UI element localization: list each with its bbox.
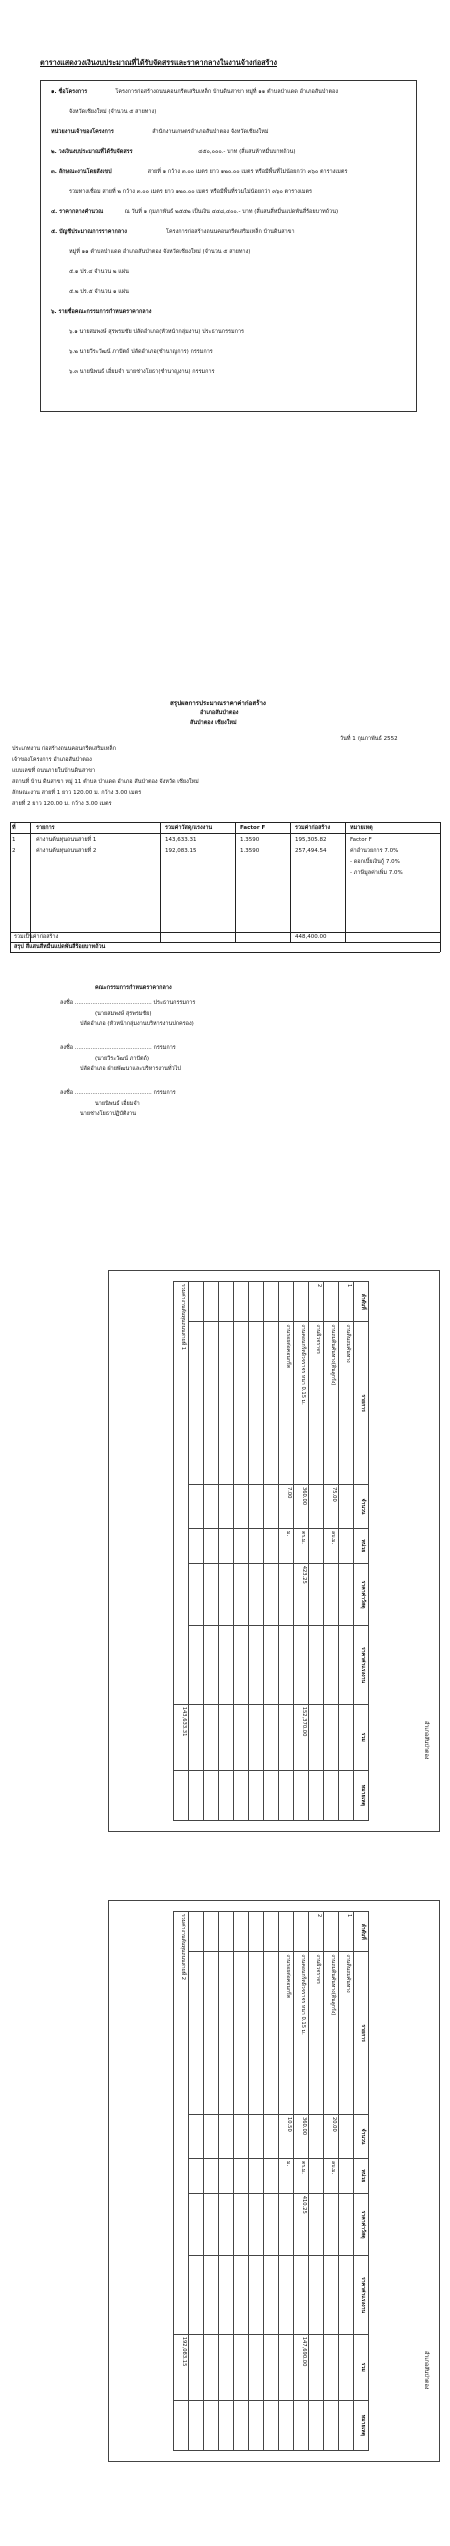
sheet-cell-empty [234,1322,249,1485]
sign-line: ลงชื่อ ............................................ ประธานกรรมการ [60,1000,196,1006]
sheet-cell-empty [234,1770,249,1820]
table-cell: 192,083.15 [165,848,197,854]
sheet-cell-empty [249,1529,264,1564]
sheet-cell [309,1529,324,1564]
sheet-cell-empty [264,2256,279,2334]
sheet-cell [339,1704,354,1770]
sheet-cell [339,2193,354,2256]
table-header: รายการ [36,825,55,831]
sheet-cell-empty [204,1912,219,1952]
sheet-cell: 147,690.00 [294,2334,309,2400]
sheet-col-header: ราคาค่าวัสดุ [354,2193,369,2256]
sheet-cell [309,2256,324,2334]
sheet-col-header: หน่วย [354,2159,369,2194]
sheet-cell [339,1626,354,1704]
page2-subtitle2: สันป่าตอง เชียงใหม่ [190,720,237,726]
sheet-cell [309,2159,324,2194]
sign-line: ลงชื่อ ............................................ กรรมการ [60,1090,176,1096]
sheet-cell: ม. [279,1529,294,1564]
sheet-cell [294,1626,309,1704]
sheet-cell-empty [204,2334,219,2400]
line-label: ๒. วงเงินงบประมาณที่ได้รับจัดสรร [51,149,133,155]
table-note: - ดอกเบี้ยเงินกู้ 7.0% [350,859,400,865]
sheet-cell: 410.25 [294,2193,309,2256]
sheet-cell-empty [234,2159,249,2194]
cost-sheet-1 [108,1270,440,1832]
sheet-total-label: รวมค่างานต้นทุนถนนสายที่ 2 [174,1912,189,2335]
sheet-cell-empty [219,2114,234,2158]
sheet-cell-empty [189,1322,204,1485]
sheet-col-header: รวม [354,2334,369,2400]
sheet-cell: 75.00 [324,1484,339,1528]
sheet-cell-empty [249,1704,264,1770]
sheet-cell-empty [219,1282,234,1322]
sheet-cell-empty [174,1770,189,1820]
sheet-cell-empty [219,1563,234,1626]
sheet-cell-empty [249,2400,264,2450]
sign-line: ลงชื่อ ............................................ กรรมการ [60,1045,176,1051]
sheet-cell-empty [234,1952,249,2115]
line-text: รวมทางเชื่อม สายที่ ๒ กว้าง ๓.๐๐ เมตร ยาว ๑๒๐.๐๐ เมตร หรือมีพื้นที่รวมไม่น้อยกว่า ๓๖๐ ตารางเมตร [69,189,312,195]
sheet-cell [324,2193,339,2256]
sheet-cell-empty [234,1626,249,1704]
sheet-cell-empty [204,2159,219,2194]
table-cell: Factor F [350,837,372,843]
sheet-cell-empty [264,1563,279,1626]
sheet-cell [279,1563,294,1626]
sheet-cell-empty [219,2256,234,2334]
sheet-cell [324,2256,339,2334]
page2-subtitle1: อำเภอสันป่าตอง [200,710,239,716]
sheet-cell [279,2334,294,2400]
sheet-cell-empty [264,2159,279,2194]
sheet-cell-empty [234,2114,249,2158]
sheet-cell-empty [234,2193,249,2256]
sheet-cell-empty [204,1322,219,1485]
sheet-cell-empty [204,1282,219,1322]
member-position: นายช่างโยธาปฏิบัติงาน [80,1111,136,1117]
sheet-col-header: จำนวน [354,1484,369,1528]
sheet-cell [339,1563,354,1626]
sheet-cell [294,1282,309,1322]
table-cell: 1.3590 [240,848,260,854]
line-text: ๔๕๐,๐๐๐.- บาท (สี่แสนห้าหมื่นบาทถ้วน) [198,149,296,155]
sheet-cell-empty [189,1626,204,1704]
sheet-table [173,1281,369,1821]
sheet-cell-empty [219,1912,234,1952]
sheet-cell-empty [189,1704,204,1770]
sheet-cell [309,1626,324,1704]
sheet-cell-empty [234,1912,249,1952]
sheet-cell-empty [264,1484,279,1528]
sheet-cell-empty [189,1952,204,2115]
sheet-total-value: 192,083.15 [174,2334,189,2400]
sheet-cell-empty [264,2114,279,2158]
sheet-cell [309,2400,324,2450]
table-header: หมายเหตุ [350,825,373,831]
sheet-cell [279,1626,294,1704]
sheet-cell-empty [264,1704,279,1770]
line-text: ณ วันที่ ๑ กุมภาพันธ์ ๒๕๕๒ เป็นเงิน ๔๔๘,๔๐๐.- บาท (สี่แสนสี่หมื่นแปดพันสี่ร้อยบาทถ้วน) [124,209,339,215]
sheet-cell-empty [249,1626,264,1704]
sheet-cell: 1 [339,1282,354,1322]
table-cell: ค่างานต้นทุนถนนสายที่ 1 [36,837,97,843]
table-note: - ภาษีมูลค่าเพิ่ม 7.0% [350,870,403,876]
sheet-cell-empty [249,2114,264,2158]
member-name: (นายวีระวัฒน์ ภาปัตถ์) [95,1056,150,1062]
sheet-cell-empty [189,2193,204,2256]
info-line: สถานที่ บ้าน ดินสาขา หมู่ 11 ตำบล ป่าแดด อำเภอ สันป่าตอง จังหวัด เชียงใหม่ [12,779,199,785]
sheet-cell-empty [234,1484,249,1528]
sheet-cell-empty [249,1322,264,1485]
sheet-cell: งานผิวจราจร [309,1322,324,1485]
table-cell: 2 [12,848,16,854]
sheet-cell-empty [264,1282,279,1322]
sheet-cell-empty [174,2400,189,2450]
line-text: ๕.๑ ปร.๔ จำนวน ๒ แผ่น [69,269,129,275]
sheet-col-header: รายการ [354,1322,369,1485]
table-cell: 1 [12,837,16,843]
sheet-cell-empty [219,1704,234,1770]
sheet-cell: งานดินถมคันทาง [339,1952,354,2115]
sheet-cell-empty [249,1952,264,2115]
sheet-cell [279,1704,294,1770]
table-cell: ค่างานต้นทุนถนนสายที่ 2 [36,848,97,854]
sheet-cell: 423.25 [294,1563,309,1626]
sheet-cell-empty [204,1952,219,2115]
info-line: เจ้าของโครงการ อำเภอสันป่าตอง [12,757,92,763]
sheet-col-header: ลำดับที่ [354,1282,369,1322]
sheet-cell-empty [204,1529,219,1564]
sheet-cell-empty [264,2334,279,2400]
sheet-unit: อำเภอสันป่าตอง [423,2351,429,2390]
sheet-cell: ตร.ม. [294,1529,309,1564]
sheet-cell-empty [219,1529,234,1564]
sheet-cell: งานรอยต่อคอนกรีต [279,1952,294,2115]
cost-sheet-2 [108,1900,440,2462]
sheet-col-header: รวม [354,1704,369,1770]
line-label: ๓. ลักษณะงานโดยสังเขป [51,169,112,175]
sheet-cell: ลบ.ม. [324,1529,339,1564]
page1-title: ตารางแสดงวงเงินงบประมาณที่ได้รับจัดสรรและราคากลางในงานจ้างก่อสร้าง [40,58,277,67]
sheet-cell-empty [234,1563,249,1626]
sheet-cell-empty [219,2193,234,2256]
member-position: ปลัดอำเภอ ฝ่ายพัฒนาและบริหารงานทั่วไป [80,1066,181,1072]
line-text: หมู่ที่ ๑๑ ตำบลป่าแดด อำเภอสันป่าตอง จังหวัดเชียงใหม่ (จำนวน ๕ สายทาง) [69,249,251,255]
sheet-cell: ม. [279,2159,294,2194]
line-text: ๖.๑ นายสมพงษ์ สุรพรมชัย ปลัดอำเภอ(หัวหน้ากลุ่มงาน) ประธานกรรมการ [69,329,244,335]
sheet-cell [309,1563,324,1626]
sheet-cell-empty [189,1912,204,1952]
sheet-cell-empty [189,2114,204,2158]
sheet-cell [309,1484,324,1528]
sheet-cell-empty [249,1912,264,1952]
sheet-cell-empty [189,1529,204,1564]
sheet-cell-empty [264,2400,279,2450]
sheet-cell-empty [264,1912,279,1952]
sheet-cell [339,1484,354,1528]
sheet-cell-empty [249,2256,264,2334]
sheet-cell [324,1912,339,1952]
sheet-cell [339,2159,354,2194]
sheet-cell-empty [249,2159,264,2194]
sheet-cell [324,1704,339,1770]
sheet-cell: 20.00 [324,2114,339,2158]
sheet-cell [309,1704,324,1770]
sheet-col-header: หมายเหตุ [354,1770,369,1820]
sheet-cell: 360.00 [294,2114,309,2158]
page-1 [0,0,450,560]
sheet-cell-empty [234,1704,249,1770]
sheet-cell [339,2256,354,2334]
sheet-col-header: จำนวน [354,2114,369,2158]
sheet-cell-empty [189,2159,204,2194]
line-text: สำนักงานเกษตรอำเภอสันป่าตอง จังหวัดเชียงใหม่ [152,129,269,135]
sheet-cell: งานคอนกรีตผิวจราจร หนา 0.15 ม. [294,1952,309,2115]
member-name: นายนิพนธ์ เอี่ยมจำ [95,1101,140,1107]
sheet-cell-empty [249,1484,264,1528]
sheet-cell-empty [264,1952,279,2115]
sheet-cell-empty [204,1626,219,1704]
sheet-cell: งานถมดินคันทาง(ดินลูกรัง) [324,1952,339,2115]
sheet-cell: งานรอยต่อคอนกรีต [279,1322,294,1485]
line-label: ๕. บัญชีประมาณการราคากลาง [51,229,127,235]
sheet-cell [324,1770,339,1820]
info-line: แบบเลขที่ ถนนภายในบ้านดินสาขา [12,768,96,774]
sheet-col-header: หน่วย [354,1529,369,1564]
sheet-cell-empty [264,1626,279,1704]
line-text: ๖.๓ นายนิพนธ์ เอี่ยมจำ นายช่างโยธา(ชำนาญงาน) กรรมการ [69,369,215,375]
sheet-cell-empty [234,1282,249,1322]
sheet-cell [324,2400,339,2450]
sheet-cell: 10.50 [279,2114,294,2158]
sheet-cell-empty [219,1770,234,1820]
sheet-cell-empty [264,2193,279,2256]
sheet-cell-empty [249,1770,264,1820]
sheet-cell [339,2400,354,2450]
line-label: ๑. ชื่อโครงการ [51,89,88,95]
sheet-cell [324,2334,339,2400]
sheet-cell [324,1282,339,1322]
sheet-cell-empty [189,2400,204,2450]
line-text: โครงการก่อสร้างถนนคอนกรีตเสริมเหล็ก บ้านดินสาขา [166,229,295,235]
sheet-cell [279,2256,294,2334]
sheet-cell: 1 [339,1912,354,1952]
sheet-cell [294,2256,309,2334]
line-text: ๖.๒ นายวีระวัฒน์ ภาปัตถ์ ปลัดอำเภอ(ชำนาญการ) กรรมการ [69,349,213,355]
info-line: สายที่ 2 ยาว 120.00 ม. กว้าง 3.00 เมตร [12,801,112,807]
page-3 [0,1270,450,1850]
sheet-cell-empty [234,2256,249,2334]
sheet-unit: อำเภอสันป่าตอง [423,1721,429,1760]
sheet-cell [339,2114,354,2158]
sheet-cell [279,1282,294,1322]
page1-box [40,80,417,412]
sheet-cell-empty [204,2193,219,2256]
sheet-cell-empty [189,1770,204,1820]
sheet-cell-empty [189,2334,204,2400]
sheet-cell-empty [204,2114,219,2158]
sheet-cell [279,2193,294,2256]
sheet-cell [294,1770,309,1820]
sheet-cell [309,1770,324,1820]
line-label: ๔. ราคากลางคำนวณ [51,209,104,215]
sheet-cell-empty [234,1529,249,1564]
member-name: (นายสมพงษ์ สุรพรมชัย) [95,1011,152,1017]
page2-title: สรุปผลการประมาณราคาค่าก่อสร้าง [170,700,266,707]
info-line: ลักษณะงาน สายที่ 1 ยาว 120.00 ม. กว้าง 3.00 เมตร [12,790,142,796]
sheet-cell [339,1529,354,1564]
table-cell: ค่าอำนวยการ 7.0% [350,848,399,854]
sheet-cell [324,1563,339,1626]
sheet-cell: 360.00 [294,1484,309,1528]
sheet-col-header: ราคาค่าวัสดุ [354,1563,369,1626]
sheet-cell [279,1912,294,1952]
sheet-cell-empty [249,2193,264,2256]
sheet-cell-empty [189,1484,204,1528]
table-cell: 143,633.31 [165,837,197,843]
line-text: สายที่ ๑ กว้าง ๓.๐๐ เมตร ยาว ๑๒๐.๐๐ เมตร หรือมีพื้นที่ไม่น้อยกว่า ๓๖๐ ตารางเมตร [147,169,348,175]
sheet-cell-empty [219,2400,234,2450]
sheet-cell: 7.00 [279,1484,294,1528]
sheet-cell [294,2400,309,2450]
sheet-cell [324,1626,339,1704]
sheet-col-header: หมายเหตุ [354,2400,369,2450]
table-cell: 1.3590 [240,837,260,843]
sheet-cell-empty [234,2334,249,2400]
table-cell: 257,494.54 [295,848,327,854]
sheet-cell: ลบ.ม. [324,2159,339,2194]
line-text: จังหวัดเชียงใหม่ (จำนวน ๕ สายทาง) [69,109,157,115]
page-2 [0,700,450,1160]
sheet-cell-empty [219,1484,234,1528]
table-header: ที่ [12,825,16,831]
sheet-cell [309,2334,324,2400]
sheet-cell-empty [189,1282,204,1322]
sheet-cell [279,2400,294,2450]
sheet-cell-empty [219,2159,234,2194]
sheet-cell: 2 [309,1912,324,1952]
sheet-table [173,1911,369,2451]
sheet-cell-empty [219,1322,234,1485]
sheet-cell [339,2334,354,2400]
sheet-cell-empty [204,2256,219,2334]
sheet-col-header: ลำดับที่ [354,1912,369,1952]
sheet-cell-empty [264,1770,279,1820]
sheet-cell: งานผิวจราจร [309,1952,324,2115]
table-header: Factor F [240,825,266,831]
total-value: 448,400.00 [295,934,327,940]
sheet-cell: งานถมดินคันทาง(ดินลูกรัง) [324,1322,339,1485]
member-position: ปลัดอำเภอ (หัวหน้ากลุ่มงานบริหารงานปกครอง) [80,1021,194,1027]
total-label: รวมเป็นค่าก่อสร้าง [14,934,59,940]
sheet-cell-empty [234,2400,249,2450]
sheet-cell: ตร.ม. [294,2159,309,2194]
sheet-cell-empty [189,1563,204,1626]
sheet-cell [309,2193,324,2256]
sheet-cell-empty [219,2334,234,2400]
sheet-cell-empty [204,1704,219,1770]
sheet-cell-empty [264,1322,279,1485]
info-line: ประเภทงาน ก่อสร้างถนนคอนกรีตเสริมเหล็ก [12,746,117,752]
table-cell: 195,305.82 [295,837,327,843]
sheet-cell: งานดินถมคันทาง [339,1322,354,1485]
sheet-col-header: ราคาค่าแรงงาน [354,2256,369,2334]
sheet-col-header: รายการ [354,1952,369,2115]
sheet-cell-empty [249,2334,264,2400]
sheet-total-value: 143,633.31 [174,1704,189,1770]
sheet-cell [279,1770,294,1820]
sheet-cell: งานคอนกรีตผิวจราจร หนา 0.15 ม. [294,1322,309,1485]
line-label: หน่วยงานเจ้าของโครงการ [51,129,114,135]
line-text: โครงการก่อสร้างถนนคอนกรีตเสริมเหล็ก บ้านดินสาขา หมู่ที่ ๑๑ ตำบลป่าแดด อำเภอสันป่าตอง [115,89,339,95]
sheet-cell: 152,370.00 [294,1704,309,1770]
sheet-cell-empty [249,1282,264,1322]
sheet-cell-empty [204,1770,219,1820]
final-text: สรุป สี่แสนสี่หมื่นแปดพันสี่ร้อยบาทถ้วน [14,944,106,950]
sheet-cell-empty [219,1952,234,2115]
sheet-cell [339,1770,354,1820]
sheet-cell-empty [264,1529,279,1564]
line-text: ๕.๒ ปร.๕ จำนวน ๑ แผ่น [69,289,129,295]
sheet-cell-empty [189,2256,204,2334]
page-4 [0,1900,450,2480]
sheet-cell-empty [204,1563,219,1626]
committee-title: คณะกรรมการกำหนดราคากลาง [95,985,172,991]
table-header: รวมค่าก่อสร้าง [295,825,331,831]
sheet-cell-empty [204,1484,219,1528]
table-header: รวมค่าวัสดุ/แรงงาน [165,825,213,831]
sheet-cell [309,2114,324,2158]
sheet-cell-empty [204,2400,219,2450]
sheet-cell-empty [249,1563,264,1626]
page2-date: วันที่ 1 กุมภาพันธ์ 2552 [340,736,398,742]
sheet-cell [294,1912,309,1952]
sheet-total-label: รวมค่างานต้นทุนถนนสายที่ 1 [174,1282,189,1705]
line-label: ๖. รายชื่อคณะกรรมการกำหนดราคากลาง [51,309,152,315]
sheet-col-header: ราคาค่าแรงงาน [354,1626,369,1704]
sheet-cell-empty [219,1626,234,1704]
sheet-cell: 2 [309,1282,324,1322]
